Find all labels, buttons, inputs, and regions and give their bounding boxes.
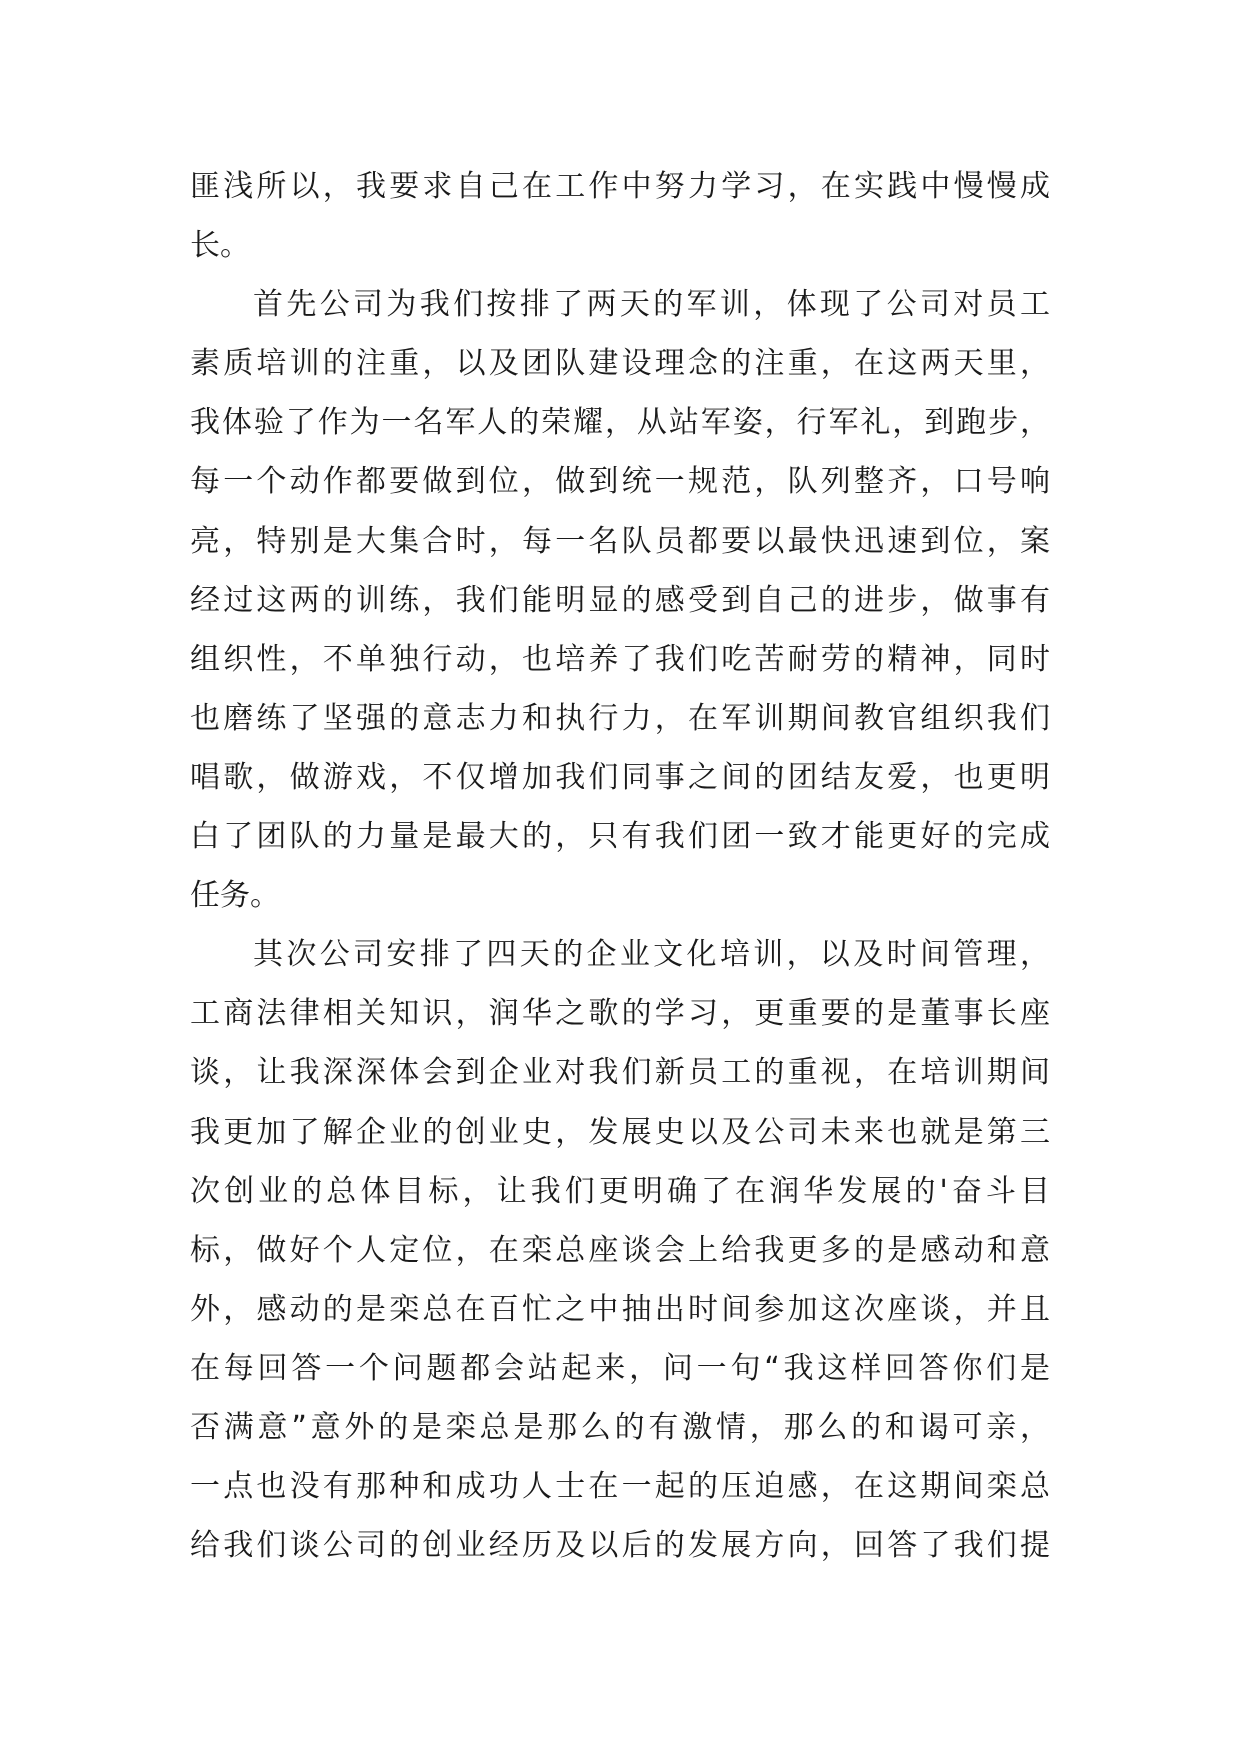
text-line: 外，感动的是栾总在百忙之中抽出时间参加这次座谈，并且 [190, 1291, 1050, 1327]
text-line: 亮，特别是大集合时，每一名队员都要以最快迅速到位，案 [190, 523, 1050, 559]
body-text [190, 157, 1050, 1575]
text-line: 任务。 [190, 878, 280, 914]
text-line: 匪浅所以，我要求自己在工作中努力学习，在实践中慢慢成 [190, 169, 1050, 204]
paragraph-first-line: 首先公司为我们按排了两天的军训，体现了公司对员工 [253, 287, 1050, 323]
text-line: 素质培训的注重，以及团队建设理念的注重，在这两天里， [190, 346, 1050, 382]
paragraph-first-line: 其次公司安排了四天的企业文化培训，以及时间管理， [253, 937, 1050, 973]
text-line: 长。 [190, 228, 250, 264]
text-line: 否满意”意外的是栾总是那么的有激情，那么的和谒可亲， [190, 1409, 1050, 1445]
text-line: 一点也没有那种和成功人士在一起的压迫感，在这期间栾总 [190, 1469, 1050, 1505]
text-line: 组织性，不单独行动，也培养了我们吃苦耐劳的精神，同时 [190, 641, 1050, 677]
text-line: 也磨练了坚强的意志力和执行力，在军训期间教官组织我们 [190, 700, 1050, 736]
text-line: 每一个动作都要做到位，做到统一规范，队列整齐，口号响 [190, 464, 1050, 500]
text-line: 经过这两的训练，我们能明显的感受到自己的进步，做事有 [190, 582, 1050, 618]
text-line: 工商法律相关知识，润华之歌的学习，更重要的是董事长座 [190, 996, 1050, 1032]
text-line: 标，做好个人定位，在栾总座谈会上给我更多的是感动和意 [190, 1232, 1050, 1268]
text-line: 谈，让我深深体会到企业对我们新员工的重视，在培训期间 [190, 1055, 1050, 1091]
text-line: 给我们谈公司的创业经历及以后的发展方向，回答了我们提 [190, 1528, 1050, 1564]
text-line: 我更加了解企业的创业史，发展史以及公司未来也就是第三 [190, 1114, 1050, 1150]
text-line: 白了团队的力量是最大的，只有我们团一致才能更好的完成 [190, 819, 1050, 855]
text-line: 次创业的总体目标，让我们更明确了在润华发展的'奋斗目 [190, 1173, 1050, 1209]
text-line: 我体验了作为一名军人的荣耀，从站军姿，行军礼，到跑步， [190, 405, 1050, 441]
text-line: 唱歌，做游戏，不仅增加我们同事之间的团结友爱，也更明 [190, 759, 1050, 795]
text-line: 在每回答一个问题都会站起来，问一句“我这样回答你们是 [190, 1350, 1050, 1386]
